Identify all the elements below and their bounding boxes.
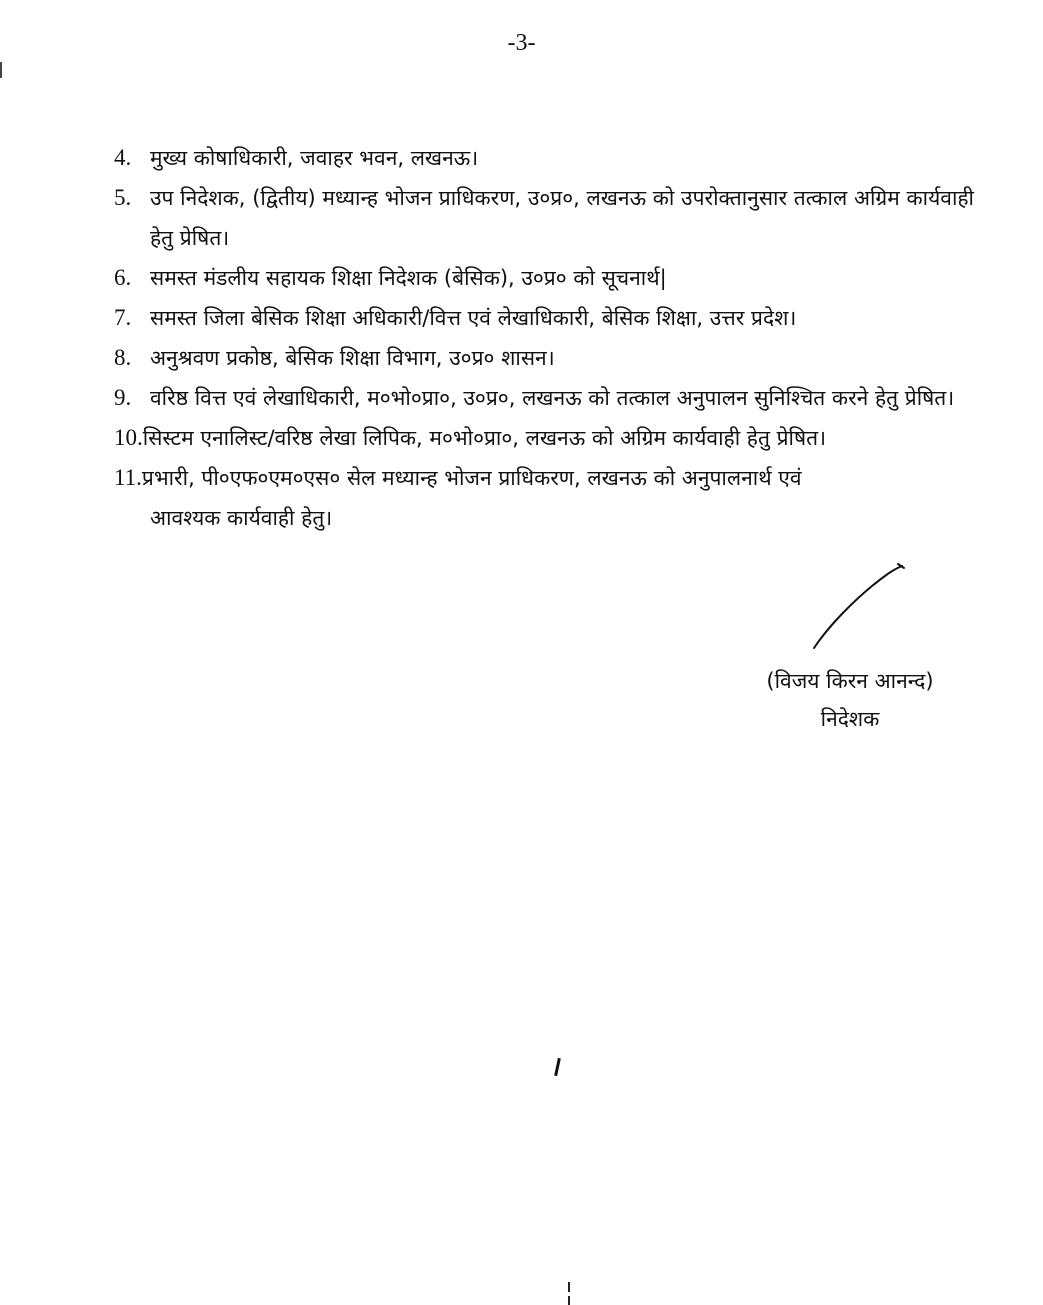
scan-stray-mark xyxy=(568,1296,570,1305)
list-item xyxy=(114,418,974,458)
list-item-text: समस्त मंडलीय सहायक शिक्षा निदेशक (बेसिक), उ०प्र० को सूचनार्थ| xyxy=(150,266,667,290)
list-item-number: 11. xyxy=(114,465,142,490)
signatory-name: (विजय किरन आनन्द) xyxy=(766,669,934,693)
list-item-text: सिस्टम एनालिस्ट/वरिष्ठ लेखा लिपिक, म०भो०प्रा०, लखनऊ को अग्रिम कार्यवाही हेतु प्रेषित। xyxy=(142,426,827,450)
distribution-list xyxy=(114,138,974,538)
list-item-number: 9. xyxy=(114,385,132,410)
list-item-text: समस्त जिला बेसिक शिक्षा अधिकारी/वित्त एवं लेखाधिकारी, बेसिक शिक्षा, उत्तर प्रदेश। xyxy=(150,306,797,330)
list-item-continuation: आवश्यक कार्यवाही हेतु। xyxy=(150,506,333,530)
list-item-number: 7. xyxy=(114,305,132,330)
signature-block xyxy=(720,662,980,738)
list-item xyxy=(114,338,974,378)
page-number: -3- xyxy=(507,30,536,56)
list-item xyxy=(114,258,974,298)
list-item-text: मुख्य कोषाधिकारी, जवाहर भवन, लखनऊ। xyxy=(150,146,479,170)
list-item-text: अनुश्रवण प्रकोष्ठ, बेसिक शिक्षा विभाग, उ०प्र० शासन। xyxy=(150,346,555,370)
scan-stray-mark xyxy=(568,1282,570,1292)
list-item-number: 5. xyxy=(114,185,132,210)
handwritten-signature xyxy=(800,560,910,660)
list-item xyxy=(114,298,974,338)
list-item xyxy=(114,138,974,178)
scan-edge-mark xyxy=(0,62,2,78)
list-item-number: 8. xyxy=(114,345,132,370)
list-item xyxy=(114,178,974,258)
list-item-text: वरिष्ठ वित्त एवं लेखाधिकारी, म०भो०प्रा०, उ०प्र०, लखनऊ को तत्काल अनुपालन सुनिश्चित करने हेतु प्रेषित। xyxy=(150,386,955,410)
list-item-number: 6. xyxy=(114,265,132,290)
list-item-number: 10. xyxy=(114,425,143,450)
signatory-designation: निदेशक xyxy=(820,707,880,731)
list-item xyxy=(114,458,974,538)
list-item-number: 4. xyxy=(114,145,132,170)
list-item-text: उप निदेशक, (द्वितीय) मध्यान्ह भोजन प्राधिकरण, उ०प्र०, लखनऊ को उपरोक्तानुसार तत्काल अग्रिम कार्यवाही हेतु प्रेषित। xyxy=(150,186,974,250)
scan-stray-mark xyxy=(554,1058,561,1076)
list-item xyxy=(114,378,974,418)
list-item-text: प्रभारी, पी०एफ०एम०एस० सेल मध्यान्ह भोजन प्राधिकरण, लखनऊ को अनुपालनार्थ एवं xyxy=(141,466,802,490)
